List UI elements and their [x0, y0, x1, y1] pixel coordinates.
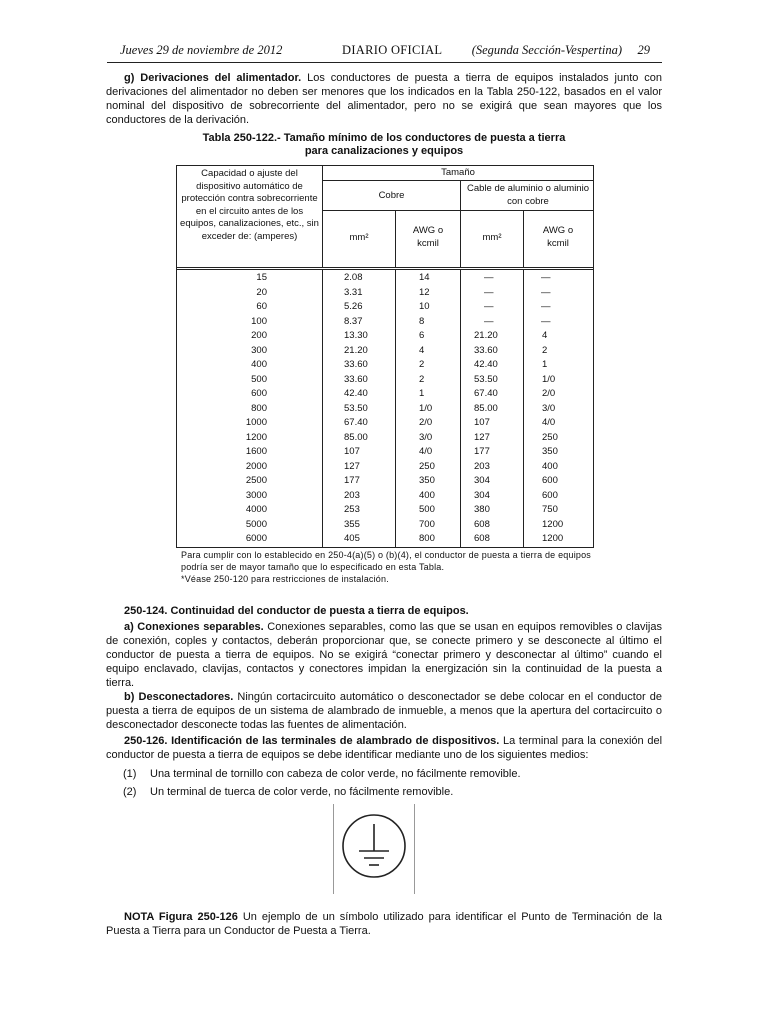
table-cell: 100: [251, 315, 267, 327]
table-divider: [322, 210, 593, 211]
table-cell: 304: [474, 475, 490, 486]
table-cell: 20: [256, 286, 267, 298]
table-cell: 250: [542, 431, 558, 443]
section-124-b-text: Ningún cortacircuito automático o desconectador se debe colocar en el conductor de puesta a tierra de equipos de un sistema de alambrado de inmueble, a menos que la apertura del cortacircuito o desconectador desconecte todas las fuentes de alimentación.: [106, 691, 662, 731]
paragraph-g-heading: g) Derivaciones del alimentador.: [124, 72, 302, 84]
page-header: [120, 41, 650, 61]
table-note-2: *Véase 250-120 para restricciones de instalación.: [181, 574, 389, 584]
table-cell: 3/0: [542, 402, 556, 414]
table-cell: 21.20: [474, 330, 498, 341]
table-cell: 53.50: [344, 402, 368, 414]
table-cell: 85.00: [474, 402, 498, 414]
table-cell: 1600: [245, 446, 267, 457]
list-item-text: Un terminal de tuerca de color verde, no fácilmente removible.: [150, 786, 454, 798]
section-124-a: [106, 620, 662, 690]
table-cell: 1000: [245, 417, 267, 428]
header-page-number: 29: [637, 43, 650, 57]
table-cell: 203: [474, 460, 490, 472]
table-cell: 127: [344, 460, 360, 472]
table-cell: 600: [542, 475, 558, 486]
table-row: [177, 474, 593, 487]
table-title-line2: para canalizaciones y equipos: [304, 145, 464, 157]
table-cell: 1: [419, 388, 425, 399]
table-cell: 60: [256, 301, 267, 312]
table-cell: 3000: [245, 489, 267, 501]
table-cell: 500: [251, 373, 267, 385]
table-cell: 67.40: [344, 417, 368, 428]
list-item: [123, 785, 453, 799]
table-cell: 400: [542, 460, 558, 472]
table-note-1: Para cumplir con lo establecido en 250-4(a)(5) o (b)(4), el conductor de puesta a tierra de equipos podría ser de mayor tamaño que lo especificado en esta Tabla.: [181, 550, 592, 572]
note-figure: [106, 910, 662, 938]
table-cell: 3/0: [419, 431, 433, 443]
table-cell: 14: [419, 272, 430, 283]
header-copper: Cobre: [378, 190, 405, 201]
table-cell: 8: [419, 315, 425, 327]
table-cell: —: [484, 301, 494, 312]
table-cell: 350: [419, 475, 435, 486]
table-cell: 1: [542, 359, 548, 370]
table-title-line1: Tabla 250-122.- Tamaño mínimo de los conductores de puesta a tierra: [202, 132, 566, 144]
list-item-number: (2): [123, 786, 137, 798]
table-cell: 800: [419, 533, 435, 544]
table-row: [177, 489, 593, 502]
table-cell: 5.26: [344, 301, 363, 312]
table-cell: 177: [474, 446, 490, 457]
table-cell: 304: [474, 489, 490, 501]
table-cell: 6000: [245, 533, 267, 544]
header-publication: DIARIO OFICIAL: [342, 43, 443, 57]
table-cell: 300: [251, 344, 267, 356]
paragraph-g-text: Los conductores de puesta a tierra de equipos instalados junto con derivaciones del alimentador no deben ser menores que los indicados en la Tabla 250-122, basados en el valor nominal del dispositivo de sobrecorriente del alimentador, pero no se exigirá que sean mayores que los conductores de la derivación.: [106, 72, 663, 126]
table-cell: 2/0: [419, 417, 433, 428]
table-cell: 15: [256, 272, 267, 283]
section-124-a-text: Conexiones separables, como las que se usan en equipos removibles o clavijas de conexión, coples y contactos, deberán proporcionar que, se conecte primero y se desconecte al último el conductor de puesta a tierra de equipos. No se exigirá “conectar primero y desconectar al último” cuando el equipo enclavado, clavijas, contactos y conectores impidan la energización sin la continuidad de la puesta a tierra.: [106, 621, 662, 689]
table-cell: 350: [542, 446, 558, 457]
table-cell: —: [484, 286, 494, 298]
table-cell: 85.00: [344, 431, 368, 443]
table-cell: 2: [419, 359, 425, 370]
table-cell: 2500: [245, 475, 267, 486]
table-row: [177, 402, 593, 415]
table-cell: 2000: [245, 460, 267, 472]
section-126-text: La terminal para la conexión del conductor de puesta a tierra de equipos se debe identificar mediante uno de los siguientes medios:: [106, 735, 663, 761]
header-copper-awg: AWG o kcmil: [412, 225, 444, 249]
table-cell: 200: [251, 330, 267, 341]
table-row: [177, 445, 593, 458]
table-cell: 1/0: [542, 373, 556, 385]
table-row: [177, 503, 593, 516]
table-divider: [322, 166, 323, 267]
note-figure-text: Un ejemplo de un símbolo utilizado para identificar el Punto de Terminación de la Puesta a Tierra para un Conductor de Puesta a Tierra.: [106, 911, 662, 937]
list-item: [123, 767, 521, 781]
table-cell: 700: [419, 518, 435, 530]
table-cell: 107: [474, 417, 490, 428]
table-cell: 400: [419, 489, 435, 501]
table-divider: [177, 267, 593, 268]
table-cell: 1200: [542, 533, 564, 544]
paragraph-g: [106, 71, 662, 127]
section-126-heading: 250-126. Identificación de las terminales de alambrado de dispositivos.: [124, 735, 500, 747]
table-cell: 405: [344, 533, 360, 544]
table-cell: 500: [419, 504, 435, 515]
table-cell: 1200: [542, 518, 564, 530]
table-cell: 177: [344, 475, 360, 486]
table-cell: 2: [419, 373, 425, 385]
table-cell: 355: [344, 518, 360, 530]
header-copper-mm2: mm²: [349, 232, 369, 243]
table-cell: 400: [251, 359, 267, 370]
table-cell: —: [484, 315, 494, 327]
table-row: [177, 387, 593, 400]
table-cell: 203: [344, 489, 360, 501]
figure-frame: [333, 804, 415, 894]
table-cell: 2.08: [344, 272, 363, 283]
table-cell: 12: [419, 286, 430, 298]
table-cell: 608: [474, 518, 490, 530]
table-row: [177, 373, 593, 386]
table-cell: 608: [474, 533, 490, 544]
table-cell: 42.40: [474, 359, 498, 370]
table-cell: 4/0: [542, 417, 556, 428]
table-notes: [181, 549, 601, 585]
table-cell: 4000: [245, 504, 267, 515]
table-divider: [177, 269, 593, 270]
table-cell: 42.40: [344, 388, 368, 399]
table-cell: 4/0: [419, 446, 433, 457]
table-cell: 53.50: [474, 373, 498, 385]
table-cell: 3.31: [344, 286, 363, 298]
section-124-b: [106, 690, 662, 732]
section-124-b-heading: b) Desconectadores.: [124, 691, 234, 703]
table-cell: 253: [344, 504, 360, 515]
list-item-text: Una terminal de tornillo con cabeza de color verde, no fácilmente removible.: [150, 768, 521, 780]
header-section: (Segunda Sección-Vespertina): [471, 43, 622, 57]
table-cell: 5000: [245, 518, 267, 530]
table-cell: 1200: [245, 431, 267, 443]
table-cell: 33.60: [344, 359, 368, 370]
table-cell: 2: [542, 344, 548, 356]
table-cell: 8.37: [344, 315, 363, 327]
table-row: [177, 300, 593, 313]
header-aluminum-mm2: mm²: [482, 232, 502, 243]
header-size: Tamaño: [441, 167, 475, 178]
table-cell: 127: [474, 431, 490, 443]
table-divider: [523, 210, 524, 267]
table-cell: 21.20: [344, 344, 368, 356]
table-row: [177, 344, 593, 357]
conductor-size-table: [176, 165, 594, 548]
table-cell: 750: [542, 504, 558, 515]
table-cell: 107: [344, 446, 360, 457]
table-row: [177, 315, 593, 328]
table-cell: 4: [542, 330, 548, 341]
table-cell: 10: [419, 301, 430, 312]
table-row: [177, 358, 593, 371]
table-row: [177, 416, 593, 429]
table-divider: [460, 180, 461, 267]
table-cell: 600: [251, 388, 267, 399]
table-row: [177, 518, 593, 531]
header-aluminum-awg: AWG o kcmil: [542, 225, 574, 249]
table-cell: —: [541, 286, 551, 298]
section-124-title: 250-124. Continuidad del conductor de puesta a tierra de equipos.: [124, 605, 469, 617]
table-cell: 800: [251, 402, 267, 414]
table-row: [177, 271, 593, 284]
header-date: Jueves 29 de noviembre de 2012: [120, 43, 283, 57]
section-124-a-heading: a) Conexiones separables.: [124, 621, 264, 633]
table-cell: 1/0: [419, 402, 433, 414]
table-cell: —: [541, 272, 551, 283]
protective-earth-ground-icon: [334, 804, 414, 894]
table-cell: —: [541, 315, 551, 327]
table-cell: 67.40: [474, 388, 498, 399]
table-cell: 33.60: [344, 373, 368, 385]
table-row: [177, 431, 593, 444]
table-row: [177, 329, 593, 342]
table-divider: [322, 180, 593, 181]
table-cell: 13.30: [344, 330, 368, 341]
table-cell: 2/0: [542, 388, 556, 399]
table-cell: —: [484, 272, 494, 283]
table-cell: 600: [542, 489, 558, 501]
table-divider: [395, 210, 396, 267]
table-cell: 33.60: [474, 344, 498, 356]
table-cell: 6: [419, 330, 425, 341]
table-row: [177, 286, 593, 299]
table-cell: 4: [419, 344, 425, 356]
table-cell: 380: [474, 504, 490, 515]
section-126: [106, 734, 662, 762]
header-rule: [107, 62, 662, 63]
table-cell: 250: [419, 460, 435, 472]
list-item-number: (1): [123, 768, 137, 780]
note-figure-heading: NOTA Figura 250-126: [124, 911, 238, 923]
table-row: [177, 460, 593, 473]
header-capacity: Capacidad o ajuste del dispositivo automático de protección contra sobrecorriente en el circuito antes de los equipos, canalizaciones, etc., sin exceder de: (amperes): [180, 168, 319, 242]
table-row: [177, 532, 593, 545]
table-cell: —: [541, 301, 551, 312]
header-aluminum: Cable de aluminio o aluminio con cobre: [467, 183, 589, 207]
